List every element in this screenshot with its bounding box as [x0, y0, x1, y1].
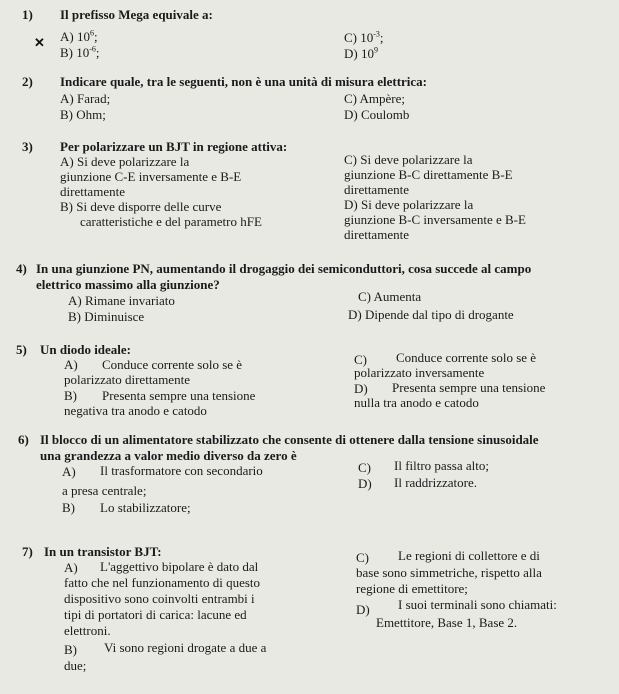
q1-a-tail: ; [93, 29, 98, 44]
q1-option-a [60, 30, 98, 44]
q1-b-base: 10 [76, 45, 90, 60]
q4-option-a: A) Rimane invariato [68, 293, 175, 308]
x-mark-icon: ✕ [34, 35, 45, 50]
q5-option-a-line2: polarizzato direttamente [64, 372, 190, 387]
q1-c-label: C) [344, 30, 357, 45]
q3-option-d-line1: D) Si deve polarizzare la [344, 197, 474, 212]
q4-option-d: D) Dipende dal tipo di drogante [348, 307, 514, 322]
q1-c-tail: ; [379, 30, 384, 45]
q4-option-c: C) Aumenta [358, 289, 422, 304]
q5-option-b-line2: negativa tra anodo e catodo [64, 403, 207, 418]
q2-option-b: B) Ohm; [60, 107, 106, 122]
q7-d-label: D) [356, 602, 370, 617]
q5-b-label: B) [64, 388, 77, 403]
q4-number: 4) [16, 261, 27, 276]
q7-c-label: C) [356, 550, 369, 565]
q6-stem-line2: una grandezza a valor medio diverso da zero è [40, 448, 297, 463]
q6-option-c-line1: Il filtro passa alto; [394, 458, 489, 473]
q4-option-b: B) Diminuisce [68, 309, 145, 324]
q6-b-label: B) [62, 500, 75, 515]
q7-option-a-line3: dispositivo sono coinvolti entrambi i [64, 591, 255, 606]
q2-option-d: D) Coulomb [344, 107, 410, 122]
q3-option-c-line1: C) Si deve polarizzare la [344, 152, 473, 167]
q1-a-base: 10 [76, 29, 90, 44]
q1-c-exp: -3 [373, 29, 380, 39]
q1-number: 1) [22, 7, 33, 22]
q7-stem: In un transistor BJT: [44, 544, 162, 559]
q5-number: 5) [16, 342, 27, 357]
q7-option-b-line2: due; [64, 658, 87, 673]
q2-option-c: C) Ampère; [344, 91, 406, 106]
q1-stem: Il prefisso Mega equivale a: [60, 7, 213, 22]
q7-option-c-line3: regione di emettitore; [356, 581, 468, 596]
q5-stem: Un diodo ideale: [40, 342, 132, 357]
q2-option-a: A) Farad; [60, 91, 111, 106]
q7-option-b-line1: Vi sono regioni drogate a due a [104, 640, 267, 655]
q1-d-exp: 9 [373, 45, 378, 55]
q3-option-d-line2: giunzione B-C inversamente e B-E [344, 212, 526, 227]
q5-d-label: D) [354, 381, 368, 396]
q6-number: 6) [18, 432, 29, 447]
q1-b-tail: ; [95, 45, 100, 60]
q3-option-a-line2: giunzione C-E inversamente e B-E [60, 169, 242, 184]
q1-a-exp: 6 [89, 28, 94, 38]
q2-stem: Indicare quale, tra le seguenti, non è una unità di misura elettrica: [60, 74, 428, 89]
q5-c-label: C) [354, 352, 367, 367]
q3-option-d-line3: direttamente [344, 227, 409, 242]
q5-option-d-line1: Presenta sempre una tensione [392, 380, 546, 395]
q3-option-b-line2: caratteristiche e del parametro hFE [80, 214, 262, 229]
q2-number: 2) [22, 74, 33, 89]
q6-option-b-line1: Lo stabilizzatore; [100, 500, 191, 515]
q6-option-a-line2: a presa centrale; [62, 483, 147, 498]
q4-stem-line1: In una giunzione PN, aumentando il drogaggio dei semiconduttori, cosa succede al campo [36, 261, 532, 276]
q7-option-a-line5: elettroni. [64, 623, 111, 638]
q1-d-base: 10 [360, 46, 374, 61]
q7-option-d-line2: Emettitore, Base 1, Base 2. [376, 615, 518, 630]
q6-option-d-line1: Il raddrizzatore. [394, 475, 478, 490]
q6-option-a-line1: Il trasformatore con secondario [100, 463, 263, 478]
q4-stem-line2: elettrico massimo alla giunzione? [36, 277, 220, 292]
q7-a-label: A) [64, 560, 78, 575]
q1-option-b [60, 46, 100, 60]
q1-option-d [344, 47, 378, 61]
q7-option-a-line1: L'aggettivo bipolare è dato dal [100, 559, 259, 574]
q6-a-label: A) [62, 464, 76, 479]
q5-option-d-line2: nulla tra anodo e catodo [354, 395, 479, 410]
q3-stem: Per polarizzare un BJT in regione attiva: [60, 139, 288, 154]
q7-number: 7) [22, 544, 33, 559]
q1-option-c [344, 31, 384, 45]
q7-option-c-line1: Le regioni di collettore e di [398, 548, 540, 563]
q7-option-d-line1: I suoi terminali sono chiamati: [398, 597, 557, 612]
q1-b-exp: -6 [89, 44, 96, 54]
q7-b-label: B) [64, 642, 77, 657]
q7-option-a-line2: fatto che nel funzionamento di questo [64, 575, 261, 590]
q1-b-label: B) [60, 45, 73, 60]
q1-a-label: A) [60, 29, 74, 44]
q6-d-label: D) [358, 476, 372, 491]
q1-d-label: D) [344, 46, 358, 61]
q5-option-a-line1: Conduce corrente solo se è [102, 357, 243, 372]
q5-option-c-line1: Conduce corrente solo se è [396, 350, 537, 365]
q5-option-b-line1: Presenta sempre una tensione [102, 388, 256, 403]
q5-option-c-line2: polarizzato inversamente [354, 365, 485, 380]
q3-option-b-line1: B) Si deve disporre delle curve [60, 199, 222, 214]
q3-option-c-line2: giunzione B-C direttamente B-E [344, 167, 513, 182]
q5-a-label: A) [64, 357, 78, 372]
q6-c-label: C) [358, 460, 371, 475]
q7-option-c-line2: base sono simmetriche, rispetto alla [356, 565, 542, 580]
q6-stem-line1: Il blocco di un alimentatore stabilizzato che consente di ottenere dalla tensione sinusoidale [40, 432, 539, 447]
q7-option-a-line4: tipi di portatori di carica: lacune ed [64, 607, 247, 622]
q3-number: 3) [22, 139, 33, 154]
q3-option-a-line3: direttamente [60, 184, 125, 199]
q3-option-a-line1: A) Si deve polarizzare la [60, 154, 190, 169]
q3-option-c-line3: direttamente [344, 182, 409, 197]
q1-c-base: 10 [360, 30, 374, 45]
